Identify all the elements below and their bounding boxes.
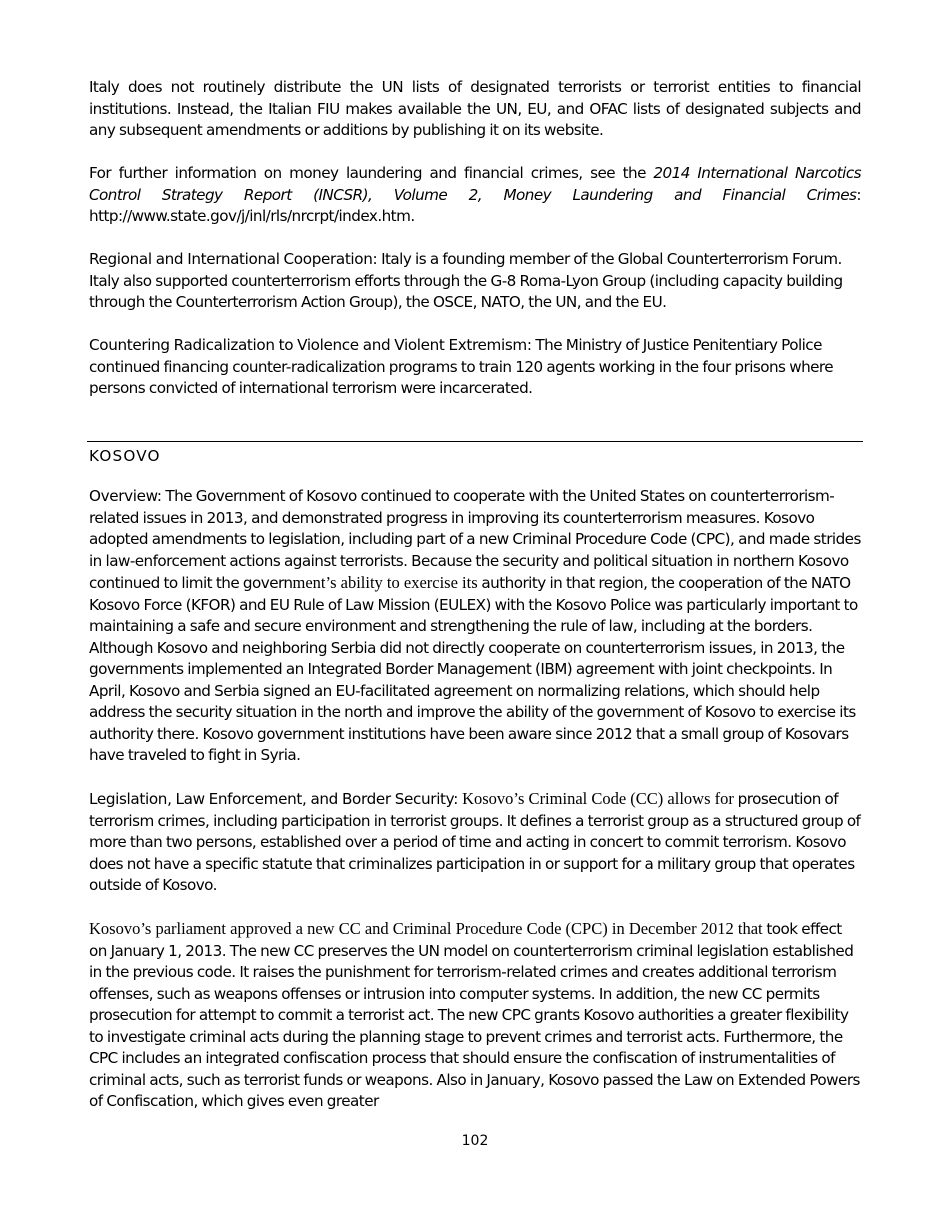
overview-body-2: authority in that region, the cooperation of the NATO Kosovo Force (KFOR) and EU Rule of Law Mission (EULEX) with the Kosovo Police was particularly important to maintaining a safe and secure environment and strengthening the rule of law, including at the borders. Although Kosovo and neighboring Serbia did not directly cooperate on counterterrorism issues, in 2013, the governments implemented an Integrated Border Management (IBM) agreement with joint checkpoints. In April, Kosovo and Serbia signed an EU-facilitated agreement on normalizing relations, which should help address the security situation in the north and improve the ability of the government of Kosovo to exercise its authority there. Kosovo government institutions have been aware since 2012 that a small group of Kosovars have traveled to fight in Syria. [89,574,858,764]
overview-serif-run: ment’s ability to exercise its [292,573,478,592]
report-url-text: : http://www.state.gov/j/inl/rls/nrcrpt/index.htm. [89,185,861,225]
paragraph-overview [89,486,861,767]
regional-cooperation-heading: Regional and International Cooperation: [89,250,378,268]
overview-heading: Overview: [89,487,162,505]
legislation-heading: Legislation, Law Enforcement, and Border Security: [89,790,458,808]
paragraph-countering-radicalization [89,335,861,400]
italy-section [89,77,861,400]
countering-radicalization-heading: Countering Radicalization to Violence and Violent Extremism: [89,336,532,354]
further-info-text: For further information on money laundering and financial crimes, see the [89,164,654,182]
section-title-kosovo: KOSOVO [89,447,161,465]
paragraph-further-information [89,163,861,228]
paragraph-regional-cooperation [89,249,861,314]
section-divider [87,441,863,442]
page-number: 102 [461,1133,489,1149]
paragraph-legislation [89,788,861,897]
parliament-serif-run: Kosovo’s parliament approved a new CC and Criminal Procedure Code (CPC) in December 2012 that [89,919,763,938]
paragraph-un-lists: Italy does not routinely distribute the UN lists of designated terrorists or terrorist entities to financial institutions. Instead, the Italian FIU makes available the UN, EU, and OFAC lists of designated subjects and any subsequent amendments or additions by publishing it on its website. [89,78,861,139]
paragraph-parliament-cc [89,918,861,1113]
parliament-body: took effect on January 1, 2013. The new CC preserves the UN model on counterterrorism criminal legislation established in the previous code. It raises the punishment for terrorism-related crimes and creates additional terrorism offenses, such as weapons offenses or intrusion into computer systems. In addition, the new CC permits prosecution for attempt to commit a terrorist act. The new CPC grants Kosovo authorities a greater flexibility to investigate criminal acts during the planning stage to prevent crimes and terrorist acts. Furthermore, the CPC includes an integrated confiscation process that should ensure the confiscation of instrumentalities of criminal acts, such as terrorist funds or weapons. Also in January, Kosovo passed the Law on Extended Powers of Confiscation, which gives even greater [89,920,860,1110]
legislation-serif-run: Kosovo’s Criminal Code (CC) allows for [457,789,734,808]
overview-body-1: The Government of Kosovo continued to cooperate with the United States on counterterrorism-related issues in 2013, and demonstrated progress in improving its counterterrorism measures. Kosovo adopted amendments to legislation, including part of a new Criminal Procedure Code (CPC), and made strides in law-enforcement actions against terrorists. Because the security and political situation in northern Kosovo continued to limit the govern [89,487,861,592]
legislation-body: prosecution of terrorism crimes, including participation in terrorist groups. It defines a terrorist group as a structured group of more than two persons, established over a period of time and acting in concert to commit terrorism. Kosovo does not have a specific statute that criminalizes participation in or support for a military group that operates outside of Kosovo. [89,790,861,894]
incsr-report-title: 2014 International Narcotics Control Strategy Report (INCSR), Volume 2, Money Laundering and Financial Crimes [89,164,861,204]
countering-radicalization-body: The Ministry of Justice Penitentiary Police continued financing counter-radicalization programs to train 120 agents working in the four prisons where persons convicted of international terrorism were incarcerated. [89,336,834,397]
kosovo-section [89,486,861,1113]
regional-cooperation-body: Italy is a founding member of the Global Counterterrorism Forum. Italy also supported counterterrorism efforts through the G-8 Roma-Lyon Group (including capacity building through the Counterterrorism Action Group), the OSCE, NATO, the UN, and the EU. [89,250,843,311]
